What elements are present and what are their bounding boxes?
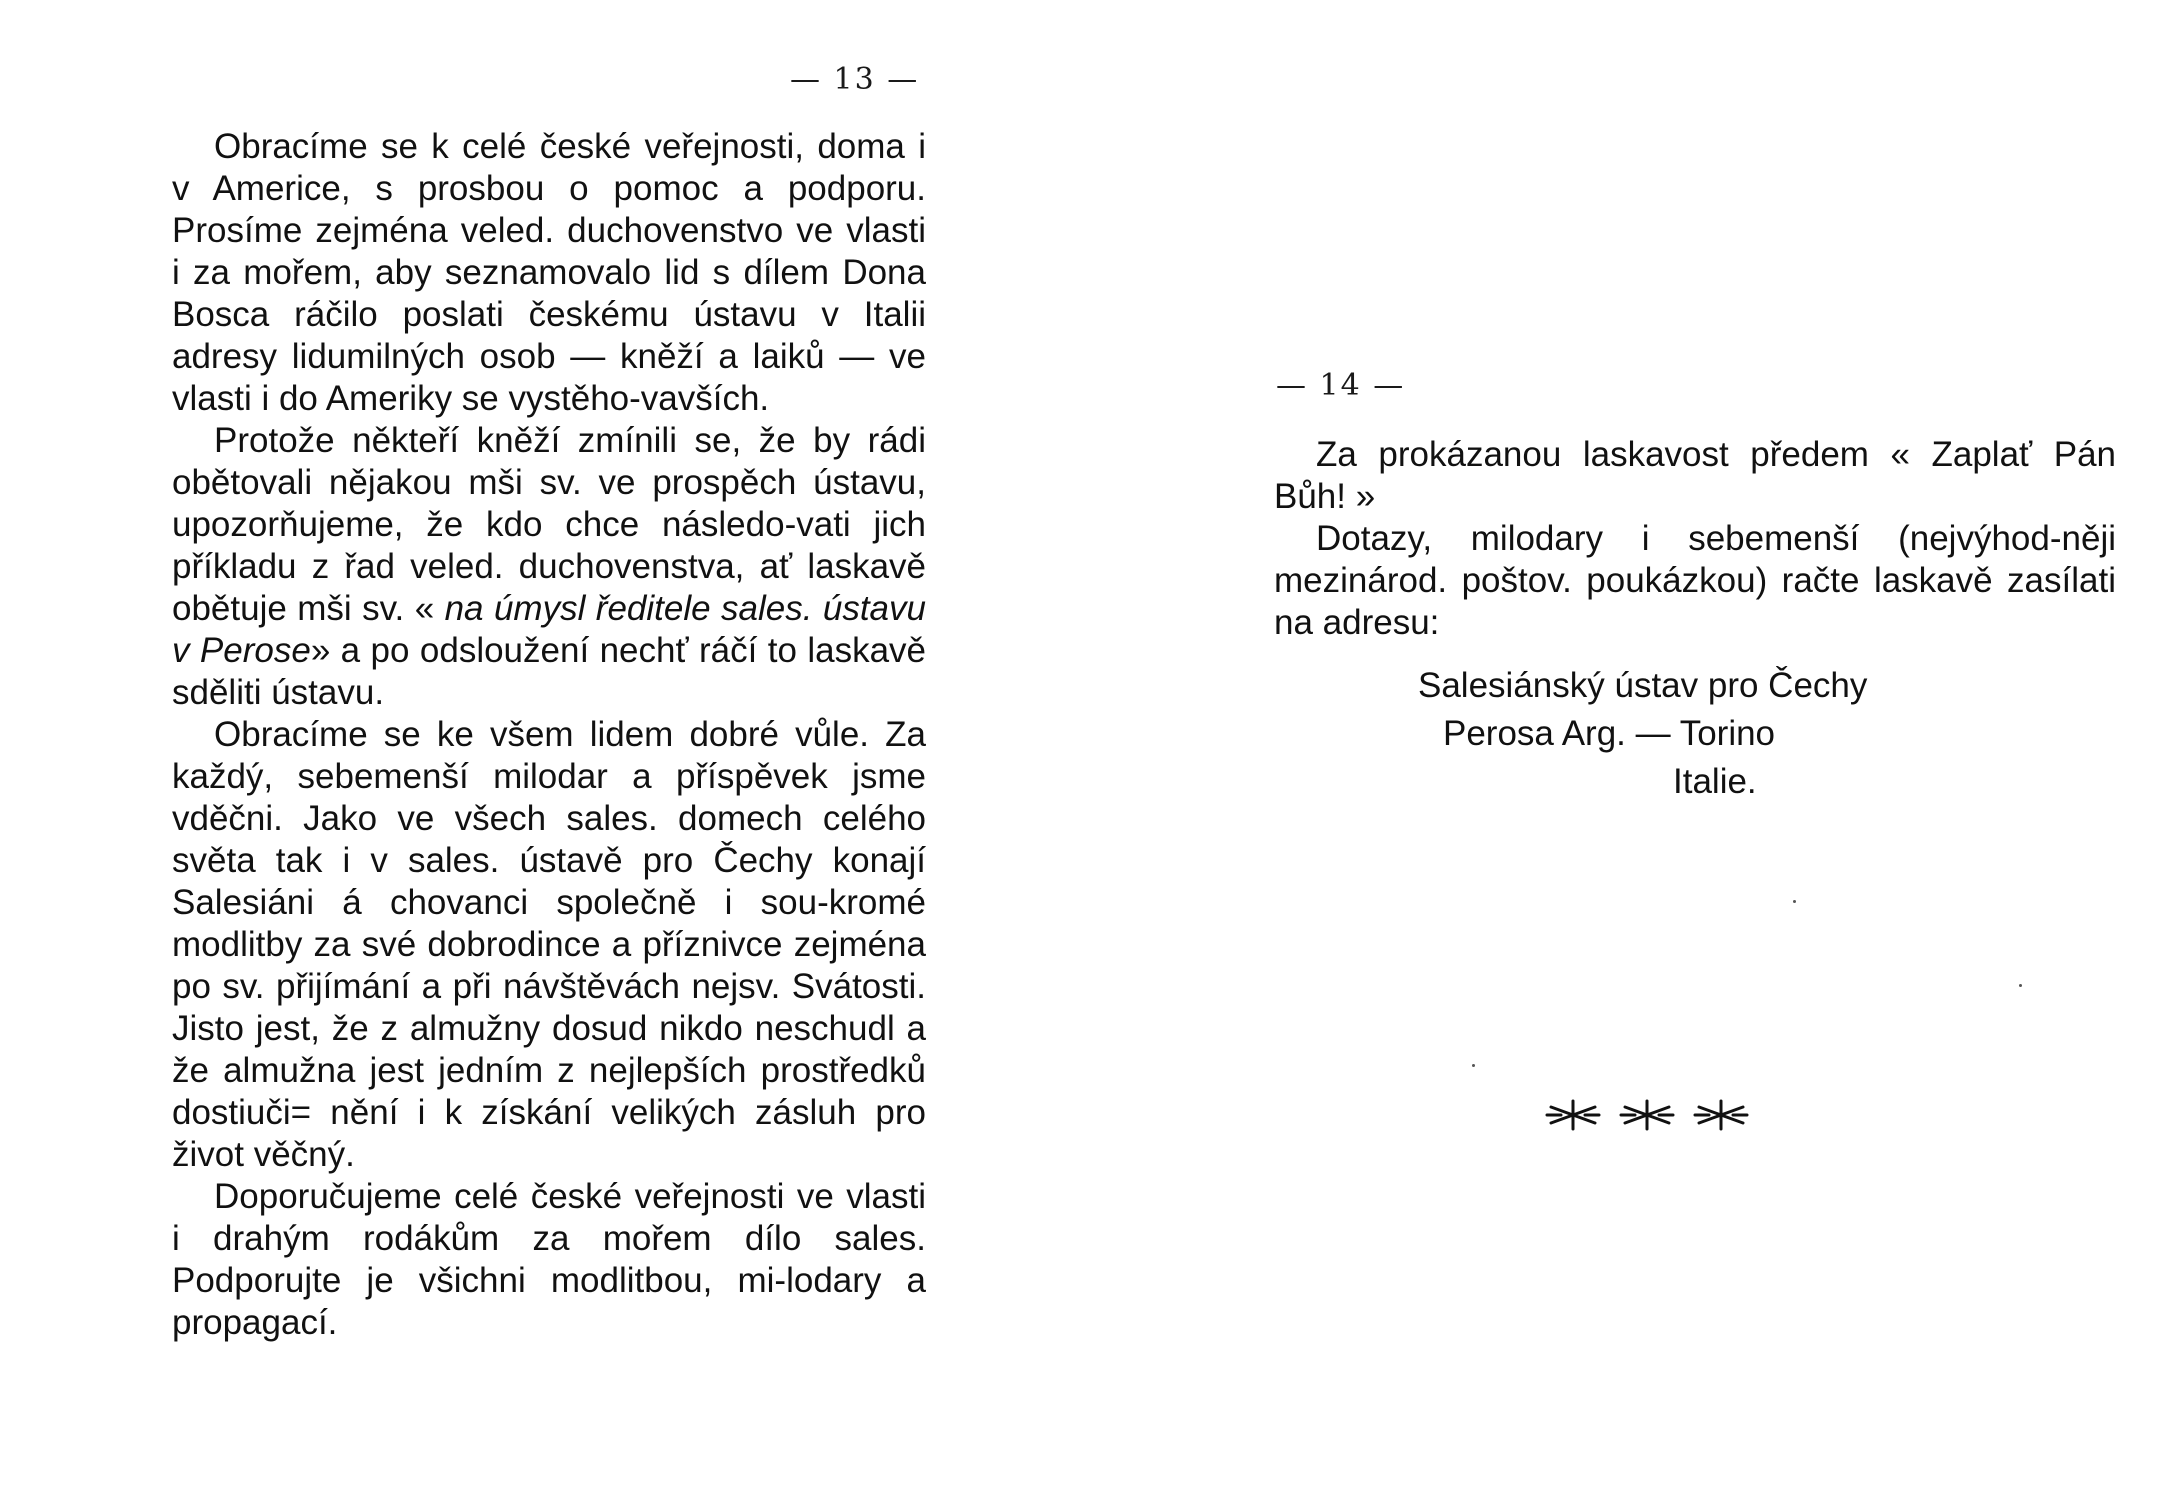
ornament-star-icon bbox=[1619, 1098, 1675, 1132]
paper-speck bbox=[1793, 900, 1796, 903]
mass-intention-italic: na úmysl ředitele sales. ústavu v Perose bbox=[172, 589, 926, 670]
address-line-city: Perosa Arg. — Torino bbox=[1443, 714, 1776, 753]
paragraph-3: Obracíme se ke všem lidem dobré vůle. Za každý, sebemenší milodar a příspěvek jsme vděčni. Jako ve všech sales. domech celého světa tak i v sales. ústavě pro Čechy konají Salesiáni á chovanci společně i sou-kromé modlitby za své dobrodince a příznivce zejména po sv. přijímání a při návštěvách nejsv. Svátosti. Jisto jest, že z almužny dosud nikdo neschudl a že almužna jest jedním z nejlepších prostředků dostiuči= nění i k získání velikých zásluh pro život věčný. bbox=[172, 715, 926, 1174]
thanks-paragraph: Za prokázanou laskavost předem « Zaplať Pán Bůh! » bbox=[1274, 435, 2116, 516]
quote-close: » bbox=[310, 631, 331, 670]
asterism-ornament-icon bbox=[1545, 1098, 1749, 1132]
paper-speck bbox=[1472, 1064, 1475, 1067]
left-text-block bbox=[172, 126, 926, 1344]
page-number-left: — 13 — bbox=[790, 62, 920, 97]
quote-open: « bbox=[414, 589, 435, 628]
postal-address bbox=[1088, 662, 2176, 806]
address-line-institute: Salesiánský ústav pro Čechy bbox=[1418, 666, 1868, 705]
paragraph-2 bbox=[172, 420, 926, 714]
donations-paragraph: Dotazy, milodary i sebemenší (nejvýhod-něji mezinárod. poštov. poukázkou) račte laskavě zasílati na adresu: bbox=[1274, 519, 2116, 642]
paragraph-2-tail: a po odsloužení nechť ráčí to laskavě sděliti ústavu. bbox=[172, 631, 927, 712]
ornament-star-icon bbox=[1545, 1098, 1601, 1132]
address-line-country: Italie. bbox=[1673, 762, 1757, 801]
right-text-block bbox=[1274, 434, 2116, 644]
paragraph-1: Obracíme se k celé české veřejnosti, doma i v Americe, s prosbou o pomoc a podporu. Prosíme zejména veled. duchovenstvo ve vlasti i za mořem, aby seznamovalo lid s dílem Dona Bosca ráčilo poslati českému ústavu v Italii adresy lidumilných osob — kněží a laiků — ve vlasti i do Ameriky se vystěho-vavších. bbox=[172, 127, 926, 418]
page-number-right: — 14 — bbox=[1276, 368, 1406, 403]
paragraph-2-text: Protože někteří kněží zmínili se, že by rádi obětovali nějakou mši sv. ve prospěch ústavu, upozorňujeme, že kdo chce následo-vati jich příkladu z řad veled. duchovenstva, ať laskavě obětuje mši sv. bbox=[172, 421, 926, 628]
paragraph-4: Doporučujeme celé české veřejnosti ve vlasti i drahým rodákům za mořem dílo sales. Podporujte je všichni modlitbou, mi-lodary a propagací. bbox=[172, 1177, 926, 1342]
paper-speck bbox=[2019, 984, 2022, 987]
ornament-star-icon bbox=[1693, 1098, 1749, 1132]
